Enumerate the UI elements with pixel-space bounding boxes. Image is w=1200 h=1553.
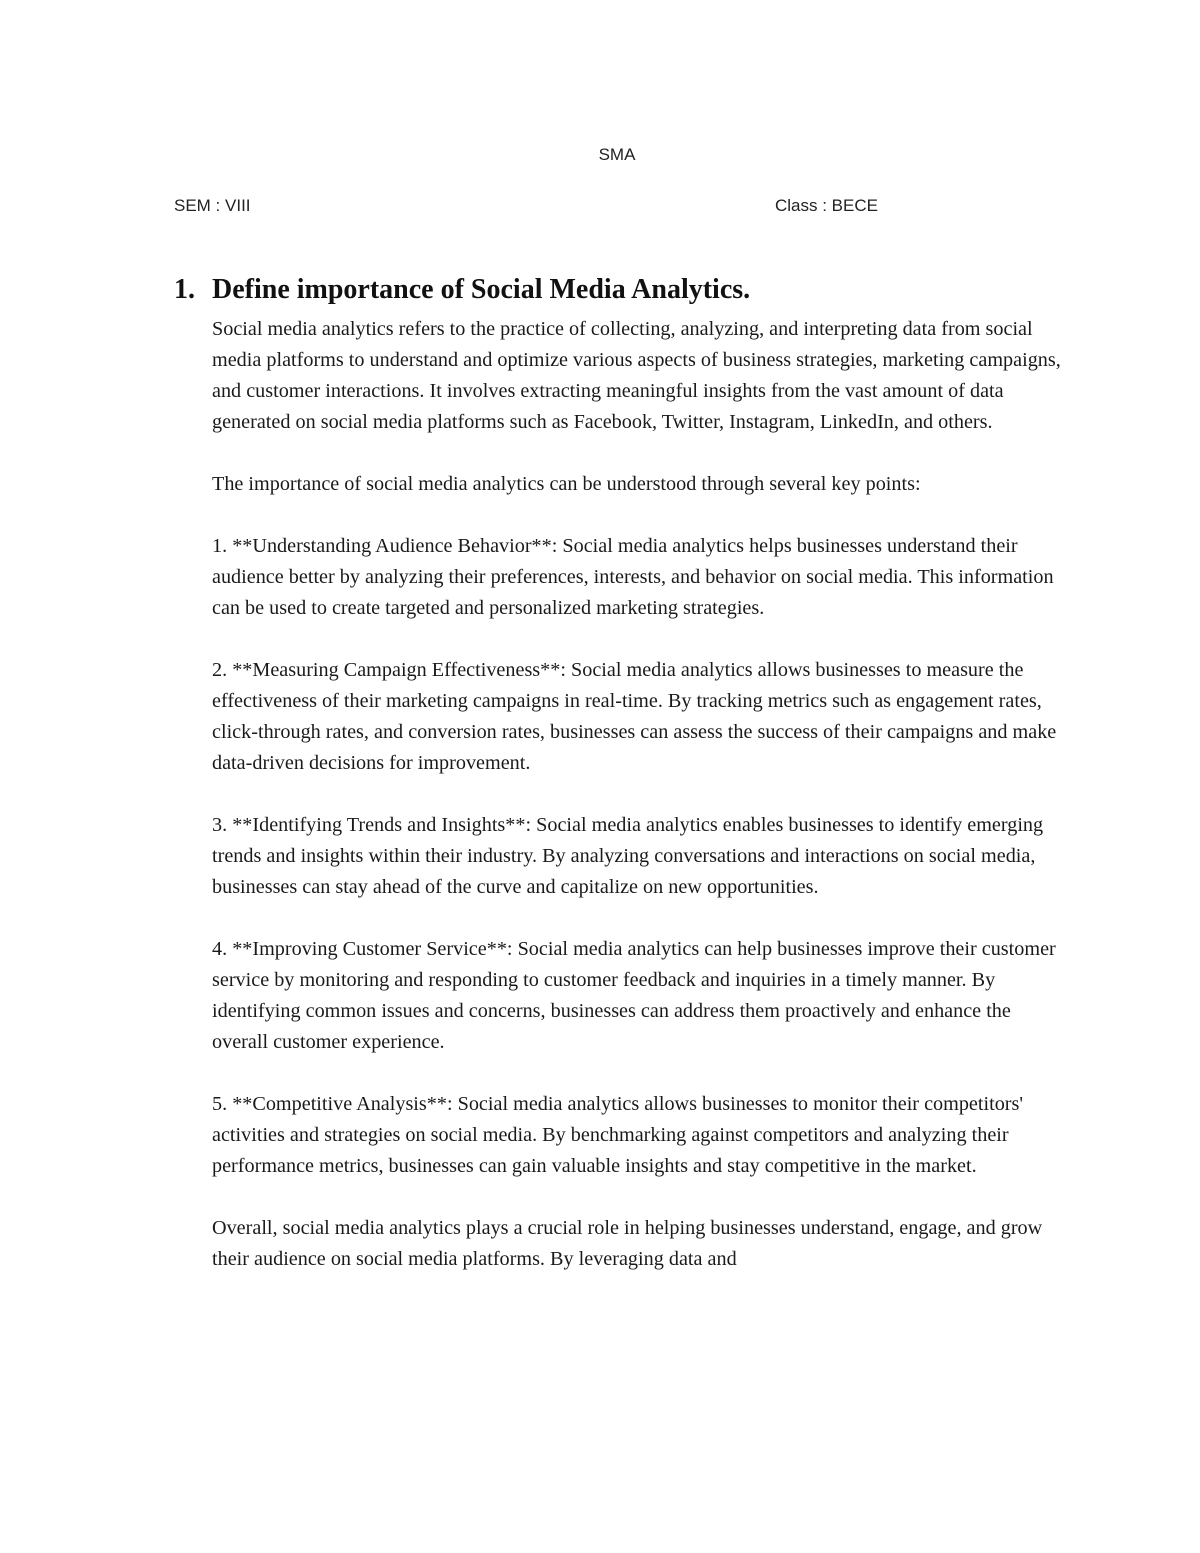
class-label: Class : BECE [775,196,878,215]
point-identifying-trends: 3. **Identifying Trends and Insights**: Social media analytics enables businesses to identify emerging trends and insights within their industry. By analyzing conversations and interactions on social media, businesses can stay ahead of the curve and capitalize on new opportunities. [212,814,1044,898]
point-customer-service: 4. **Improving Customer Service**: Social media analytics can help businesses improve their customer service by monitoring and responding to customer feedback and inquiries in a timely manner. By identifying common issues and concerns, businesses can address them proactively and enhance the overall customer experience. [212,938,1056,1053]
point-measuring-campaign: 2. **Measuring Campaign Effectiveness**: Social media analytics allows businesses to measure the effectiveness of their marketing campaigns in real-time. By tracking metrics such as engagement rates, click-through rates, and conversion rates, businesses can assess the success of their campaigns and make data-driven decisions for improvement. [212,659,1057,774]
key-points-intro: The importance of social media analytics can be understood through several key points: [212,473,921,495]
question-text: Define importance of Social Media Analytics. [212,274,751,305]
document-title: SMA [598,145,636,164]
question-heading [174,274,1074,306]
semester-label: SEM : VIII [174,196,251,215]
answer-body [212,314,1067,1306]
point-competitive-analysis: 5. **Competitive Analysis**: Social media analytics allows businesses to monitor their competitors' activities and strategies on social media. By benchmarking against competitors and analyzing their performance metrics, businesses can gain valuable insights and stay competitive in the market. [212,1093,1024,1177]
conclusion-paragraph: Overall, social media analytics plays a crucial role in helping businesses understand, engage, and grow their audience on social media platforms. By leveraging data and [212,1217,1043,1270]
intro-paragraph: Social media analytics refers to the practice of collecting, analyzing, and interpreting data from social media platforms to understand and optimize various aspects of business strategies, marketing campaigns, and customer interactions. It involves extracting meaningful insights from the vast amount of data generated on social media platforms such as Facebook, Twitter, Instagram, LinkedIn, and others. [212,318,1061,433]
question-number: 1. [174,274,195,305]
point-understanding-audience: 1. **Understanding Audience Behavior**: Social media analytics helps businesses understand their audience better by analyzing their preferences, interests, and behavior on social media. This information can be used to create targeted and personalized marketing strategies. [212,535,1054,619]
